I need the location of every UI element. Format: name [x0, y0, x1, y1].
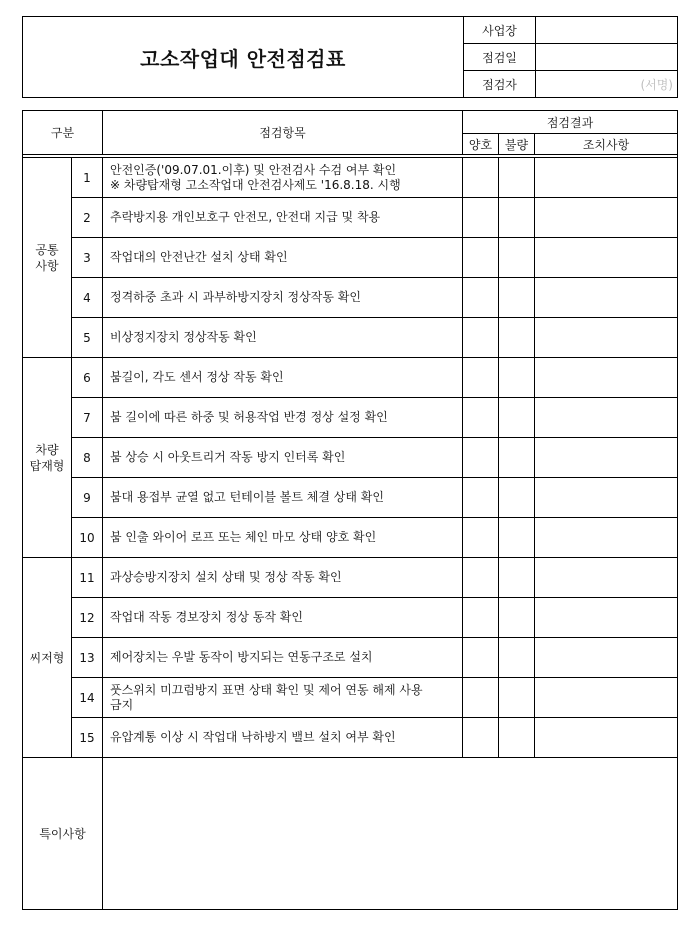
checklist-row [23, 238, 678, 278]
action-cell[interactable] [535, 598, 678, 638]
item-text: 정격하중 초과 시 과부하방지장치 정상작동 확인 [103, 278, 463, 318]
action-header: 조치사항 [535, 134, 678, 155]
checklist-table [22, 110, 678, 910]
action-cell[interactable] [535, 238, 678, 278]
inspector-signature-field[interactable]: (서명) [536, 71, 678, 98]
item-text: 비상정지장치 정상작동 확인 [103, 318, 463, 358]
good-check-cell[interactable] [463, 278, 499, 318]
action-cell[interactable] [535, 438, 678, 478]
item-number: 7 [72, 398, 103, 438]
category-header: 구분 [23, 111, 103, 155]
action-cell[interactable] [535, 398, 678, 438]
good-check-cell[interactable] [463, 238, 499, 278]
bad-check-cell[interactable] [499, 438, 535, 478]
bad-check-cell[interactable] [499, 198, 535, 238]
inspection-date-field[interactable] [536, 44, 678, 71]
item-number: 3 [72, 238, 103, 278]
checklist-row [23, 478, 678, 518]
item-number: 6 [72, 358, 103, 398]
good-check-cell[interactable] [463, 718, 499, 758]
item-number: 15 [72, 718, 103, 758]
bad-header: 불량 [499, 134, 535, 155]
item-text: 안전인증('09.07.01.이후) 및 안전검사 수검 여부 확인 ※ 차량탑재형 고소작업대 안전검사제도 '16.8.18. 시행 [103, 158, 463, 198]
workplace-field[interactable] [536, 17, 678, 44]
item-text: 붐대 용접부 균열 없고 턴테이블 볼트 체결 상태 확인 [103, 478, 463, 518]
item-number: 2 [72, 198, 103, 238]
checklist-row [23, 558, 678, 598]
checklist-row [23, 638, 678, 678]
item-text: 붐 길이에 따른 하중 및 허용작업 반경 정상 설정 확인 [103, 398, 463, 438]
bad-check-cell[interactable] [499, 318, 535, 358]
bad-check-cell[interactable] [499, 678, 535, 718]
item-text: 붐 인출 와이어 로프 또는 체인 마모 상태 양호 확인 [103, 518, 463, 558]
bad-check-cell[interactable] [499, 358, 535, 398]
bad-check-cell[interactable] [499, 158, 535, 198]
item-text: 제어장치는 우발 동작이 방지되는 연동구조로 설치 [103, 638, 463, 678]
bad-check-cell[interactable] [499, 718, 535, 758]
item-text: 과상승방지장치 설치 상태 및 정상 작동 확인 [103, 558, 463, 598]
good-check-cell[interactable] [463, 678, 499, 718]
bad-check-cell[interactable] [499, 238, 535, 278]
good-check-cell[interactable] [463, 438, 499, 478]
good-check-cell[interactable] [463, 398, 499, 438]
good-check-cell[interactable] [463, 158, 499, 198]
checklist-row [23, 518, 678, 558]
checklist-row [23, 398, 678, 438]
category-cell: 씨저형 [23, 558, 72, 758]
checklist-row [23, 278, 678, 318]
item-number: 9 [72, 478, 103, 518]
bad-check-cell[interactable] [499, 558, 535, 598]
document-title: 고소작업대 안전점검표 [23, 17, 464, 98]
checklist-row [23, 438, 678, 478]
good-header: 양호 [463, 134, 499, 155]
action-cell[interactable] [535, 558, 678, 598]
good-check-cell[interactable] [463, 198, 499, 238]
action-cell[interactable] [535, 718, 678, 758]
action-cell[interactable] [535, 198, 678, 238]
item-text: 작업대의 안전난간 설치 상태 확인 [103, 238, 463, 278]
item-text: 유압계통 이상 시 작업대 낙하방지 밸브 설치 여부 확인 [103, 718, 463, 758]
item-number: 10 [72, 518, 103, 558]
action-cell[interactable] [535, 318, 678, 358]
remarks-label: 특이사항 [23, 758, 103, 910]
good-check-cell[interactable] [463, 638, 499, 678]
checklist-row [23, 718, 678, 758]
inspection-date-label: 점검일 [464, 44, 536, 71]
good-check-cell[interactable] [463, 318, 499, 358]
bad-check-cell[interactable] [499, 398, 535, 438]
items-header: 점검항목 [103, 111, 463, 155]
item-number: 4 [72, 278, 103, 318]
bad-check-cell[interactable] [499, 638, 535, 678]
results-header: 점검결과 [463, 111, 678, 134]
workplace-label: 사업장 [464, 17, 536, 44]
remarks-row [23, 758, 678, 910]
category-cell: 차량 탑재형 [23, 358, 72, 558]
item-text: 붐길이, 각도 센서 정상 작동 확인 [103, 358, 463, 398]
good-check-cell[interactable] [463, 598, 499, 638]
item-number: 5 [72, 318, 103, 358]
checklist-row [23, 598, 678, 638]
checklist-row [23, 318, 678, 358]
checklist-row [23, 158, 678, 198]
action-cell[interactable] [535, 518, 678, 558]
action-cell[interactable] [535, 278, 678, 318]
action-cell[interactable] [535, 678, 678, 718]
item-number: 8 [72, 438, 103, 478]
action-cell[interactable] [535, 478, 678, 518]
action-cell[interactable] [535, 158, 678, 198]
action-cell[interactable] [535, 638, 678, 678]
category-cell: 공통 사항 [23, 158, 72, 358]
checklist-row [23, 358, 678, 398]
item-text: 추락방지용 개인보호구 안전모, 안전대 지급 및 착용 [103, 198, 463, 238]
good-check-cell[interactable] [463, 558, 499, 598]
item-number: 14 [72, 678, 103, 718]
bad-check-cell[interactable] [499, 598, 535, 638]
item-text: 작업대 작동 경보장치 정상 동작 확인 [103, 598, 463, 638]
checklist-row [23, 678, 678, 718]
checklist-row [23, 198, 678, 238]
item-text: 풋스위치 미끄럼방지 표면 상태 확인 및 제어 연동 해제 사용 금지 [103, 678, 463, 718]
good-check-cell[interactable] [463, 518, 499, 558]
item-number: 12 [72, 598, 103, 638]
item-number: 11 [72, 558, 103, 598]
item-text: 붐 상승 시 아웃트리거 작동 방지 인터록 확인 [103, 438, 463, 478]
good-check-cell[interactable] [463, 478, 499, 518]
header-table [22, 16, 678, 98]
item-number: 1 [72, 158, 103, 198]
good-check-cell[interactable] [463, 358, 499, 398]
inspector-label: 점검자 [464, 71, 536, 98]
bad-check-cell[interactable] [499, 518, 535, 558]
bad-check-cell[interactable] [499, 278, 535, 318]
item-number: 13 [72, 638, 103, 678]
remarks-field[interactable] [103, 758, 678, 910]
bad-check-cell[interactable] [499, 478, 535, 518]
action-cell[interactable] [535, 358, 678, 398]
